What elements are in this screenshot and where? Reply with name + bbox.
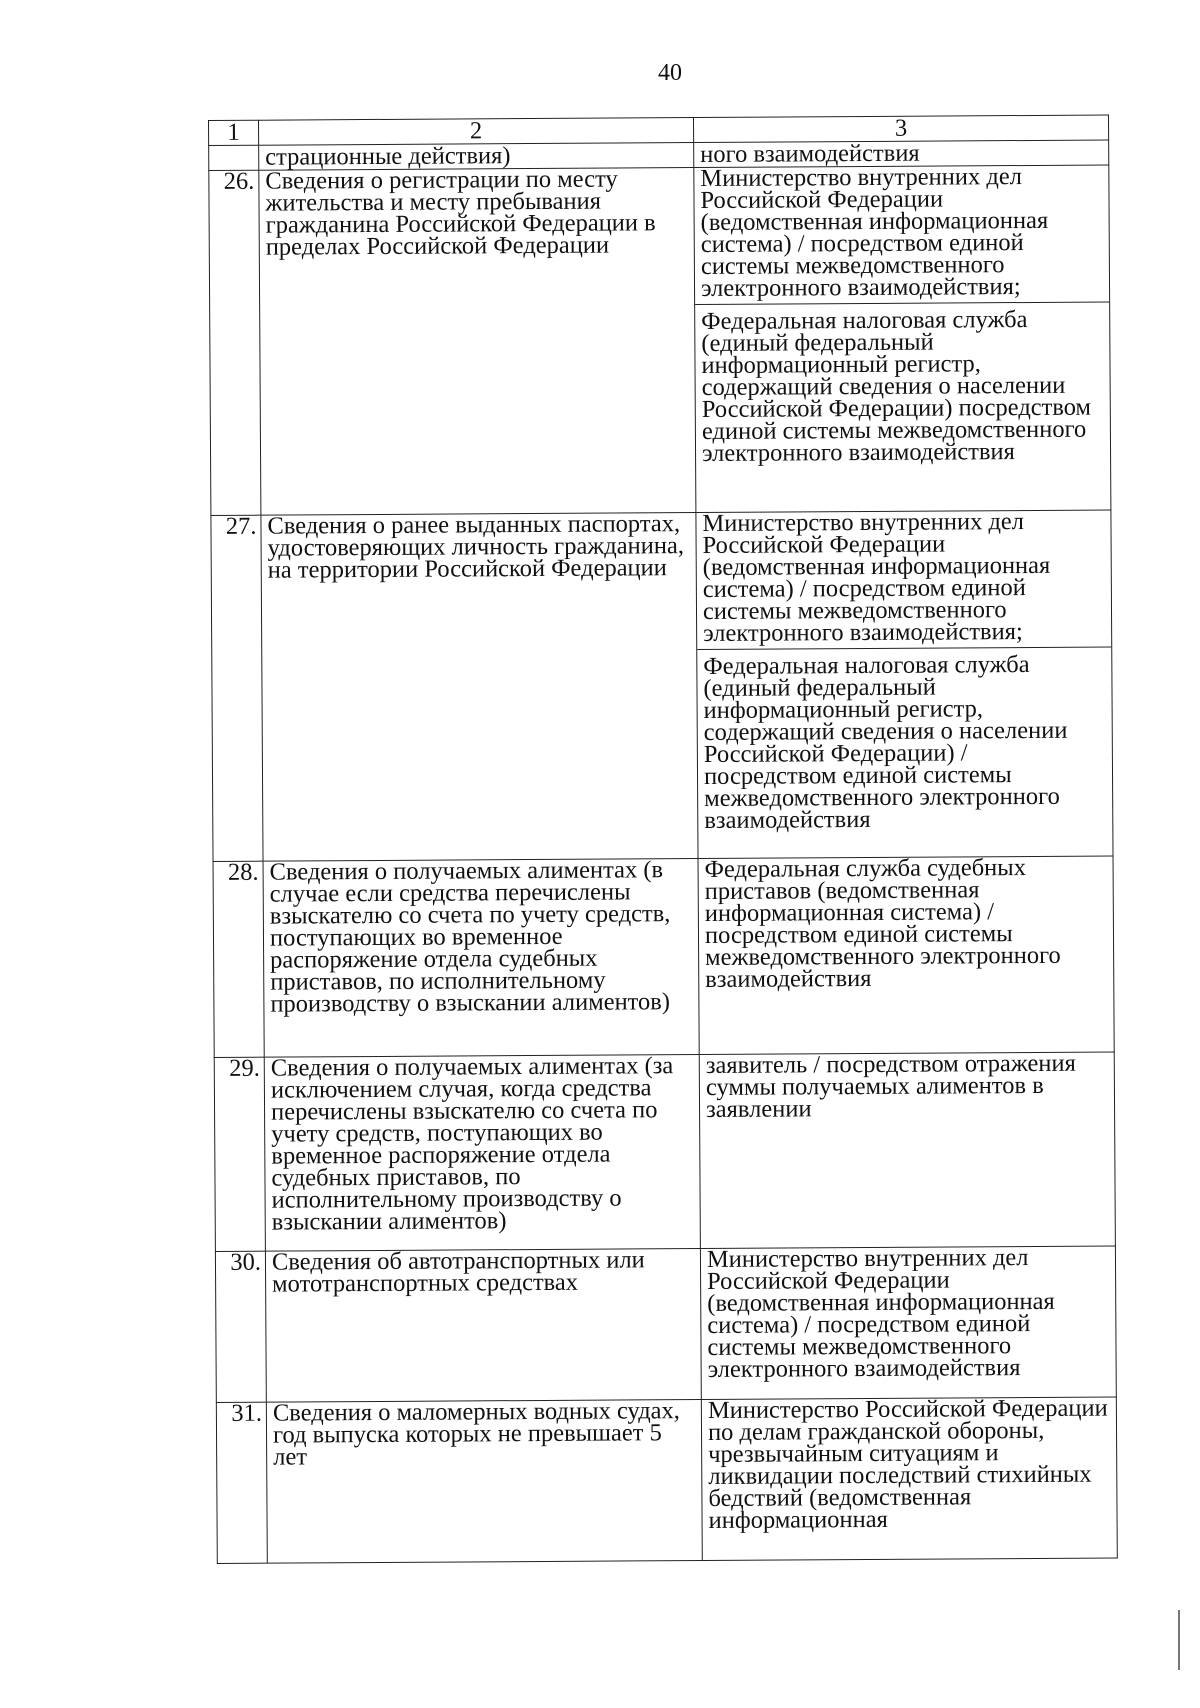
header-col-3: 3 [693,115,1108,143]
row-sources [698,856,1114,1055]
row-number: 30. [215,1251,266,1402]
row-number: 26. [209,170,261,515]
row-description: Сведения о получаемых алиментах (за исключением случая, когда средства перечислены взыскателю со счета по учету средств, поступающих во временное распоряжение отдела судебных приставов, по исполнительному производству о взыскании алиментов) [264,1055,700,1252]
table-row [214,1052,1115,1251]
table-row [215,1246,1116,1402]
source-entry: Федеральная налоговая служба (единый федеральный информационный регистр, содержащий сведения о населении Российской Федерации) / посредством единой системы межведомственного электронного взаимодействия [697,646,1112,836]
scan-edge-mark [1178,1610,1180,1670]
row-sources [696,510,1113,859]
data-sources-table [208,115,1117,1564]
row-description: Сведения о ранее выданных паспортах, удостоверяющих личность гражданина, на территории Российской Федерации [261,513,698,862]
row-number: 28. [213,861,264,1057]
continuation-text-col-2: страционные действия) [259,143,694,171]
row-number: 29. [214,1057,265,1251]
continuation-text-col-3: ного взаимодействия [694,140,1109,168]
source-entry: Министерство внутренних дел Российской Федерации (ведомственная информационная система) / посредством единой системы межведомственного электронного взаимодействия; [700,163,1049,302]
row-sources [700,1246,1116,1400]
table-row [209,165,1111,515]
source-entry: заявитель / посредством отражения суммы получаемых алиментов в заявлении [705,1049,1076,1123]
header-col-1: 1 [209,120,259,145]
source-entry: Федеральная налоговая служба (единый федеральный информационный регистр, содержащий сведения о населении Российской Федерации) посредством единой системы межведомственного электронного взаимодействия [695,301,1110,469]
source-entry: Министерство внутренних дел Российской Федерации (ведомственная информационная система) / посредством единой системы межведомственного электронного взаимодействия; [702,508,1051,647]
row-description: Сведения об автотранспортных или мототранспортных средствах [265,1249,701,1403]
row-description: Сведения о маломерных водных судах, год выпуска которых не превышает 5 лет [266,1400,702,1564]
row-sources [699,1049,1115,1249]
header-col-2: 2 [259,118,694,146]
row-number: 27. [211,515,263,861]
row-description: Сведения о получаемых алиментах (в случае если средства перечислены взыскателю со счета по учету средств, поступающих во временное распоряжение отдела судебных приставов, по исполнительному производству о взыскании алиментов) [263,859,699,1058]
source-entry: Федеральная служба судебных приставов (ведомственная информационная система) / посредством единой системы межведомственного электронного взаимодействия [704,854,1061,993]
table-row [216,1397,1117,1563]
table-row [211,510,1113,861]
row-sources [701,1394,1117,1561]
source-entry: Министерство внутренних дел Российской Федерации (ведомственная информационная система) / посредством единой системы межведомственного электронного взаимодействия [706,1244,1055,1383]
source-entry: Министерство Российской Федерации по делам гражданской обороны, чрезвычайным ситуациям и ликвидации последствий стихийных бедствий (ведомственная информационная [707,1394,1108,1534]
table-row [213,856,1114,1057]
page-number: 40 [658,60,682,86]
row-description: Сведения о регистрации по месту жительства и месту пребывания гражданина Российской Федерации в пределах Российской Федерации [259,168,696,516]
row-sources [694,165,1111,513]
row-number: 31. [216,1402,267,1563]
